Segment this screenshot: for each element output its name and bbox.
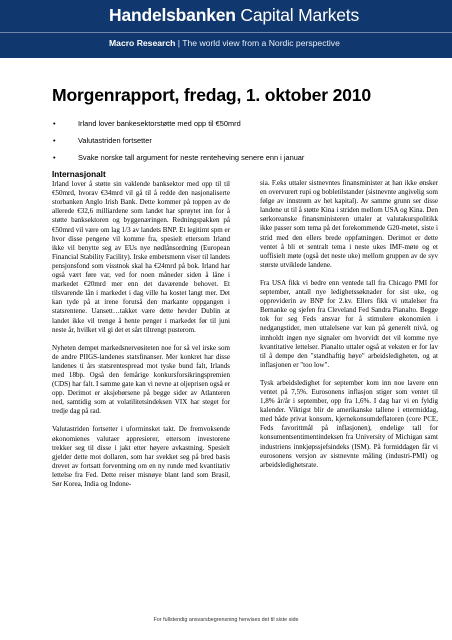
tagline-text: The world view from a Nordic perspective [182, 38, 340, 48]
bullet-text: Svake norske tall argument for neste renteheving senere enn i januar [78, 153, 305, 162]
bullet-item [52, 119, 304, 136]
paragraph: Nyheten dempet markedsnervøsiteten noe for så vel irske som de andre PIIGS-landenes statsfinanser. Mer konkret har disse landenes ti års statsrentespread mot tyske bund falt, Irlands med 18bp. Også den femårige konkursforsikringspremien (CDS) har falt. I samme gate kan vi nevne at oljeprisen også er opp. Derimot er aksjebørsene på begge sider av Atlanteren ned, samtidig som at volatilitetsindeksen VIX har steget for tredje dag på rad. [52, 343, 230, 416]
report-header [0, 0, 452, 58]
paragraph: Tysk arbeidsledighet for september kom inn noe lavere enn ventet på 7,5%. Eurosonens inflasjon stiger som ventet til 1,8% år/år i september, opp fra 1,6%. I dag har vi en fyldig kalender. Viktigst blir de amerikanske tallene i ettermiddag, med både privat konsum, kjernekonsumdeflatoren (core PCE, Feds favorittmål på inflasjonen), endelige tall for konsumentsentimentindeksen fra University of Michigan samt industriens innkjøpssjefsindeks (ISM). På formiddagen får vi eurosonens versjon av sistnevnte måling (industri-PMI) og arbeidsledighetsrate. [260, 378, 438, 469]
brand-suffix: Capital Markets [240, 5, 359, 25]
brand-name: Handelsbanken [109, 5, 236, 25]
bullet-dot-icon: • [53, 119, 56, 128]
paragraph: Irland lover å støtte sin vaklende banksektor med opp til til €50mrd, hvorav €34mrd vil gå til å redde den nasjonaliserte storbanken Anglo Irish Bank. Dette kommer på toppen av de allerede €32,6 milliardene som landet har sprøytet inn for å støtte banksektoren og byggenæringen. Redningspakken på €50mrd vil være om lag 1/3 av landets BNP. Et legitimt spm er hvor disse pengene vil komme fra, spesielt ettersom Irland ikke vil benytte seg av EUs nye nødlånsordning (European Financial Stability Facility). Irske embetsmenn viser til landets pensjonsfond som visstnok skal ha €24mrd på bok. Irland har også vært føre var, ved for noen måneder siden å låne i markedet €20mrd mer enn det daværende behovet. Et tilsvarende lån i markedet i dag ville ha kostet langt mer. Det kan tyde på at irene forutså den markante oppgangen i statsrentene. Uansett…takket være dette hevder Dublin at landet ikke vil trenge å hente penger i markedet før til juni neste år, hvilket vil gi det et sårt tiltrengt pusterom. [52, 180, 230, 334]
section-heading: Internasjonalt [52, 170, 106, 179]
bullet-text: Irland lover bankesektorstøtte med opp til €50mrd [78, 119, 241, 128]
bullet-item [52, 153, 304, 170]
tagline-series: Macro Research [109, 38, 176, 48]
bullet-dot-icon: • [53, 136, 56, 145]
paragraph: Fra USA fikk vi bedre enn ventede tall fra Chicago PMI for september, antall nye ledighetssøknader for sist uke, og oppreviderin av BNP for 2.kv. Ellers fikk vi uttalelser fra Bernanke og sjefen fra Cleveland Fed Sandra Pianalto. Begge tok for seg Feds ansvar for å stimulere økonomien i nedgangstider, men uttalelsene var kun på generelt nivå, og innholdt ingen nye signaler om hvorvidt det vil komme nye kvantitative lettelser. Pianalto uttaler også at veksten er for lav til å dempe den "standhaftig høye" arbeidsledigheten, og at inflasjonen er "too low". [260, 278, 438, 369]
summary-bullets [52, 119, 304, 170]
disclaimer-footer: For fullstendig ansvarsbegrensning henvises det til siste side [153, 617, 299, 623]
paragraph: Valutastriden fortsetter i uforminsket takt. De fremvoksende økonomienes valutaer appresierer, ettersom investorene trekker seg til disse i jakt etter høyere avkastning. Spesielt gjelder dette mot dollaren, som har svekket seg på bred basis drevet av fortsatt forventning om en ny runde med kvantitativ lettelse fra Fed. Dette reiser misnøye blant land som Brasil, Sør Korea, India og Indone- [52, 425, 230, 488]
bullet-item [52, 136, 304, 153]
bullet-dot-icon: • [53, 153, 56, 162]
header-tagline [109, 38, 340, 48]
column-right [260, 179, 438, 479]
tagline-separator: | [177, 38, 181, 48]
header-divider [0, 32, 452, 33]
brand-logo [109, 5, 359, 26]
paragraph: sia. F.eks uttaler sistnevntes finansminister at han ikke ønsker en overvurert rupi og bobletilstander (sistnevnte angivelig som følge av innstrøm av het kapital). Av samme grunn ser disse landene ut til å støtte Kina i striden mellom USA og Kina. Den sørkoreanske finansministeren uttaler at valutakurspolitikk ikke passer som tema på det forekommende G20-møtet, siste i strid med den ellers brede oppfatningen. Derimot er dette ventet å bli et sentralt tema i neste ukes IMF-møte og et uoffisielt møte (også det neste uke) mellom gruppen av de syv største utviklede landene. [260, 179, 438, 269]
bullet-text: Valutastriden fortsetter [78, 136, 152, 145]
page-title: Morgenrapport, fredag, 1. oktober 2010 [52, 85, 371, 105]
column-left [52, 170, 230, 498]
